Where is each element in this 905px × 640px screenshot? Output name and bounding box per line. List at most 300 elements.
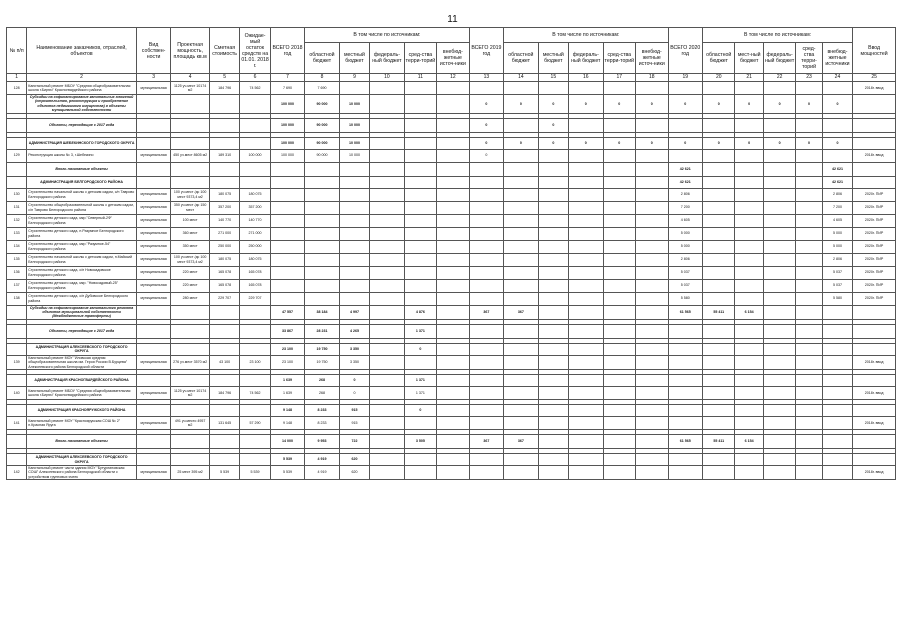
table-cell: 33 867	[270, 324, 304, 338]
table-cell	[240, 95, 270, 114]
table-cell	[504, 253, 538, 266]
table-cell	[735, 405, 763, 417]
table-cell: 0	[469, 149, 503, 162]
row-name-cell: Строительство детского сада, мкр."Северный-2Ф" Белгородского района	[27, 214, 137, 227]
table-cell	[504, 355, 538, 369]
table-cell: 0	[469, 95, 503, 114]
col-header-2020-territory: сред-ства терри-торий	[796, 43, 822, 74]
table-cell	[339, 227, 369, 240]
section-row	[7, 324, 896, 338]
table-cell	[305, 240, 339, 253]
table-cell	[822, 149, 852, 162]
table-cell: 142	[7, 466, 27, 480]
table-cell	[703, 324, 735, 338]
table-cell	[636, 214, 669, 227]
table-cell: 90 000	[305, 95, 339, 114]
table-cell	[437, 240, 470, 253]
table-cell	[538, 82, 568, 95]
table-row	[7, 292, 896, 305]
col-group-2020-sources: В том числе по источникам:	[703, 28, 853, 43]
table-cell	[504, 240, 538, 253]
table-cell: 131	[7, 201, 27, 214]
table-cell: муниципальная	[136, 201, 170, 214]
table-cell	[703, 343, 735, 355]
table-cell	[703, 227, 735, 240]
table-cell: 189 310	[209, 149, 239, 162]
column-number: 22	[763, 74, 795, 82]
table-cell	[370, 214, 404, 227]
table-cell	[469, 176, 503, 188]
table-cell	[796, 176, 822, 188]
table-cell: 0	[469, 118, 503, 132]
table-cell: 2020г. ПИР	[853, 240, 896, 253]
table-cell	[270, 240, 304, 253]
table-cell: 4 265	[339, 324, 369, 338]
table-cell	[822, 355, 852, 369]
table-cell	[636, 82, 669, 95]
col-header-capacity: Проектная мощность, площадь кв.м	[171, 28, 210, 74]
table-cell: 129	[7, 149, 27, 162]
table-cell	[668, 417, 702, 430]
table-cell	[504, 214, 538, 227]
table-cell	[668, 355, 702, 369]
table-cell	[569, 375, 603, 387]
table-cell: 2020г. ПИР	[853, 266, 896, 279]
table-cell	[339, 201, 369, 214]
table-cell	[735, 324, 763, 338]
table-cell	[538, 176, 568, 188]
table-cell	[504, 227, 538, 240]
table-cell	[404, 279, 436, 292]
table-cell	[469, 417, 503, 430]
table-cell	[437, 343, 470, 355]
table-cell	[240, 118, 270, 132]
table-cell: 220 мест	[171, 266, 210, 279]
table-cell	[504, 454, 538, 466]
table-cell	[469, 82, 503, 95]
table-cell	[853, 95, 896, 114]
table-cell: 42 621	[822, 176, 852, 188]
table-cell: 10 000	[339, 118, 369, 132]
table-cell: 280 мест	[171, 292, 210, 305]
section-row	[7, 176, 896, 188]
table-cell: муниципальная	[136, 466, 170, 480]
section-row	[7, 118, 896, 132]
column-number: 14	[504, 74, 538, 82]
table-cell: 10 000	[339, 137, 369, 149]
table-cell	[603, 324, 635, 338]
table-cell	[796, 454, 822, 466]
row-name-cell: Капитальный ремонт МОУ "Иловская средняя общеобразовательная школа им. Героя России В.Бурцева" Алексеевского района Белгородской области	[27, 355, 137, 369]
table-cell	[305, 201, 339, 214]
table-cell	[305, 162, 339, 176]
table-cell	[437, 266, 470, 279]
table-cell	[603, 292, 635, 305]
table-cell	[735, 279, 763, 292]
table-cell	[763, 405, 795, 417]
table-cell	[853, 435, 896, 449]
table-cell	[305, 214, 339, 227]
table-cell	[763, 292, 795, 305]
table-cell: 0	[569, 95, 603, 114]
table-cell	[735, 240, 763, 253]
table-cell	[636, 176, 669, 188]
table-cell	[636, 435, 669, 449]
table-cell	[636, 118, 669, 132]
column-number: 20	[703, 74, 735, 82]
table-cell: 0	[822, 137, 852, 149]
table-cell	[171, 305, 210, 319]
table-cell: 5 000	[822, 227, 852, 240]
table-cell	[370, 201, 404, 214]
table-cell	[538, 266, 568, 279]
table-cell	[339, 82, 369, 95]
table-cell	[136, 137, 170, 149]
table-cell	[7, 405, 27, 417]
table-cell: 1 371	[404, 387, 436, 400]
table-cell	[504, 82, 538, 95]
table-cell	[437, 405, 470, 417]
table-cell	[339, 266, 369, 279]
table-cell	[404, 240, 436, 253]
table-cell	[636, 149, 669, 162]
table-cell	[763, 266, 795, 279]
column-number: 15	[538, 74, 568, 82]
table-cell: 5 037	[822, 279, 852, 292]
table-cell: 0	[703, 137, 735, 149]
table-cell	[339, 292, 369, 305]
section-row	[7, 305, 896, 319]
table-cell	[763, 417, 795, 430]
table-cell: 38 184	[305, 305, 339, 319]
table-cell: 2020г. ПИР	[853, 292, 896, 305]
table-cell	[735, 149, 763, 162]
table-cell	[240, 375, 270, 387]
table-cell	[603, 305, 635, 319]
col-header-2020-extrabudget: внебюд-жетные источники	[822, 43, 852, 74]
row-name-cell: АДМИНИСТРАЦИЯ БЕЛГОРОДСКОГО РАЙОНА	[27, 176, 137, 188]
table-cell	[270, 162, 304, 176]
table-cell	[636, 355, 669, 369]
table-cell	[796, 201, 822, 214]
table-cell	[822, 466, 852, 480]
table-cell	[603, 214, 635, 227]
table-cell	[305, 227, 339, 240]
table-cell: муниципальная	[136, 240, 170, 253]
table-cell: 90 000	[305, 149, 339, 162]
table-cell	[209, 176, 239, 188]
table-cell: 0	[763, 137, 795, 149]
table-cell: 0	[404, 405, 436, 417]
table-cell	[796, 279, 822, 292]
table-cell	[853, 343, 896, 355]
table-cell	[668, 387, 702, 400]
table-cell: 135	[7, 253, 27, 266]
table-cell: 100 000	[270, 137, 304, 149]
table-cell	[763, 375, 795, 387]
table-cell: 5 000	[822, 240, 852, 253]
table-cell	[370, 176, 404, 188]
table-cell	[437, 355, 470, 369]
table-cell: 220 мест	[171, 279, 210, 292]
row-name-cell: АДМИНИСТРАЦИЯ АЛЕКСЕЕВСКОГО ГОРОДСКОГО ОКРУГА	[27, 343, 137, 355]
table-cell: 620	[339, 466, 369, 480]
table-cell	[735, 253, 763, 266]
table-cell	[636, 387, 669, 400]
table-cell	[603, 405, 635, 417]
table-cell: 0	[668, 137, 702, 149]
table-cell	[404, 188, 436, 201]
table-cell: 140	[7, 387, 27, 400]
table-cell: 0	[796, 137, 822, 149]
table-cell	[822, 305, 852, 319]
table-cell: 131 645	[209, 417, 239, 430]
table-cell	[796, 227, 822, 240]
table-cell	[603, 82, 635, 95]
table-cell	[437, 435, 470, 449]
table-cell	[437, 227, 470, 240]
table-cell	[796, 305, 822, 319]
table-cell	[569, 435, 603, 449]
table-cell: 0	[339, 375, 369, 387]
row-name-cell: Капитальный ремонт МБОУ "Средняя общеобразовательная школа г.Бирюч" Красногвардейского района	[27, 82, 137, 95]
table-cell	[603, 240, 635, 253]
table-cell	[763, 214, 795, 227]
table-cell: 61 565	[668, 435, 702, 449]
table-cell	[538, 253, 568, 266]
table-cell	[305, 188, 339, 201]
table-cell	[796, 162, 822, 176]
table-cell	[437, 375, 470, 387]
table-cell	[853, 375, 896, 387]
table-cell	[370, 188, 404, 201]
table-cell	[136, 176, 170, 188]
table-cell	[853, 454, 896, 466]
table-cell	[822, 118, 852, 132]
table-cell	[796, 240, 822, 253]
table-cell	[735, 188, 763, 201]
table-cell	[538, 292, 568, 305]
table-cell	[603, 188, 635, 201]
table-cell	[822, 435, 852, 449]
row-name-cell: АДМИНИСТРАЦИЯ АЛЕКСЕЕВСКОГО ГОРОДСКОГО ОКРУГА	[27, 454, 137, 466]
table-cell	[603, 435, 635, 449]
table-cell: 138	[7, 292, 27, 305]
table-cell	[7, 118, 27, 132]
table-cell: 165 078	[209, 266, 239, 279]
table-cell: 1 639	[270, 387, 304, 400]
table-cell	[703, 266, 735, 279]
row-name-cell: Вновь начинаемые объекты	[27, 162, 137, 176]
table-cell: 229 707	[209, 292, 239, 305]
table-cell	[370, 266, 404, 279]
column-number: 1	[7, 74, 27, 82]
table-cell	[504, 149, 538, 162]
table-cell	[603, 118, 635, 132]
table-cell	[240, 162, 270, 176]
table-cell: 100 000	[270, 118, 304, 132]
table-cell: 0	[538, 118, 568, 132]
table-cell: 268	[305, 375, 339, 387]
table-cell	[636, 162, 669, 176]
table-cell	[538, 305, 568, 319]
table-cell	[796, 405, 822, 417]
table-cell	[763, 355, 795, 369]
table-cell	[538, 417, 568, 430]
table-cell: 357 200	[209, 201, 239, 214]
column-number: 6	[240, 74, 270, 82]
table-cell	[305, 176, 339, 188]
table-cell	[171, 137, 210, 149]
row-name-cell: АДМИНИСТРАЦИЯ КРАСНОГВАРДЕЙСКОГО РАЙОНА	[27, 375, 137, 387]
column-number: 11	[404, 74, 436, 82]
table-cell	[636, 201, 669, 214]
table-cell	[469, 201, 503, 214]
table-cell: 0	[703, 95, 735, 114]
table-cell	[636, 240, 669, 253]
table-cell	[735, 375, 763, 387]
table-cell: 2020г. ПИР	[853, 214, 896, 227]
table-cell	[569, 466, 603, 480]
table-cell	[796, 324, 822, 338]
table-cell	[603, 266, 635, 279]
table-cell: 4 997	[339, 305, 369, 319]
table-cell: 1125 уч.мест 10174 м2	[171, 387, 210, 400]
table-cell: муниципальная	[136, 292, 170, 305]
table-cell	[469, 292, 503, 305]
table-cell: 128	[7, 82, 27, 95]
table-cell	[136, 435, 170, 449]
table-cell: муниципальная	[136, 82, 170, 95]
table-cell	[437, 292, 470, 305]
table-cell: 5 037	[668, 266, 702, 279]
row-name-cell: Субсидии на софинансирование капитальных вложений (строительство, реконструкция и приобретение объектов недвижимого имущества) в объекты муниципальной собственности	[27, 95, 137, 114]
table-cell	[469, 240, 503, 253]
table-row	[7, 466, 896, 480]
table-row	[7, 387, 896, 400]
row-name-cell: Субсидии на софинансирование капитального ремонта объектов муниципальной собственности (Межбюджетные трансферты)	[27, 305, 137, 319]
table-cell	[240, 137, 270, 149]
table-cell	[209, 324, 239, 338]
section-row	[7, 162, 896, 176]
table-cell	[538, 227, 568, 240]
table-cell	[735, 355, 763, 369]
table-cell	[796, 118, 822, 132]
table-cell	[437, 137, 470, 149]
table-cell: 5 000	[668, 240, 702, 253]
table-cell: 4 605	[822, 214, 852, 227]
table-cell	[636, 343, 669, 355]
table-cell: 722	[339, 435, 369, 449]
table-cell: муниципальная	[136, 214, 170, 227]
table-cell	[569, 292, 603, 305]
table-cell	[735, 162, 763, 176]
table-cell	[171, 176, 210, 188]
table-cell: 23 100	[270, 355, 304, 369]
table-cell: муниципальная	[136, 279, 170, 292]
table-cell: 2018г. ввод	[853, 466, 896, 480]
table-cell: 7 200	[822, 201, 852, 214]
table-cell	[538, 405, 568, 417]
table-cell: 0	[735, 95, 763, 114]
table-cell	[735, 417, 763, 430]
table-cell: 9 148	[270, 417, 304, 430]
table-cell	[735, 201, 763, 214]
table-cell	[569, 355, 603, 369]
section-row	[7, 343, 896, 355]
table-cell	[437, 118, 470, 132]
table-cell: 8 233	[305, 405, 339, 417]
table-cell: 90 000	[305, 137, 339, 149]
table-cell: 90 000	[305, 118, 339, 132]
col-header-2018-local: местный бюджет	[339, 43, 369, 74]
column-number: 16	[569, 74, 603, 82]
table-cell	[136, 95, 170, 114]
table-cell	[270, 292, 304, 305]
table-cell	[703, 454, 735, 466]
table-cell: 229 707	[240, 292, 270, 305]
col-header-2019-territory: сред-ства терри-торий	[603, 43, 635, 74]
table-cell: муниципальная	[136, 417, 170, 430]
table-cell: 9 953	[305, 435, 339, 449]
col-header-total-2018: ВСЕГО 2018 год	[270, 28, 304, 74]
table-cell	[240, 305, 270, 319]
table-cell	[136, 162, 170, 176]
column-number: 10	[370, 74, 404, 82]
row-name-cell: АДМИНИСТРАЦИЯ ШЕБЕКИНСКОГО ГОРОДСКОГО ОКРУГА	[27, 137, 137, 149]
table-cell	[240, 435, 270, 449]
table-cell	[504, 343, 538, 355]
table-cell: муниципальная	[136, 355, 170, 369]
table-cell	[538, 387, 568, 400]
table-cell	[569, 82, 603, 95]
table-cell	[469, 188, 503, 201]
table-cell	[504, 324, 538, 338]
table-cell: 4 919	[305, 466, 339, 480]
table-cell: 180 075	[240, 188, 270, 201]
table-cell	[404, 149, 436, 162]
table-row	[7, 227, 896, 240]
table-cell: 2020г. ПИР	[853, 201, 896, 214]
table-cell: 23 100	[270, 343, 304, 355]
col-group-2019-sources: В том числе по источникам:	[504, 28, 668, 43]
table-cell	[603, 149, 635, 162]
table-cell: 0	[538, 137, 568, 149]
table-cell	[796, 355, 822, 369]
table-cell: 7 690	[270, 82, 304, 95]
table-cell: 5 539	[270, 466, 304, 480]
table-cell: 0	[636, 95, 669, 114]
table-cell	[370, 279, 404, 292]
table-cell: 250 000	[209, 240, 239, 253]
table-cell	[796, 417, 822, 430]
table-cell	[504, 162, 538, 176]
table-row	[7, 417, 896, 430]
table-cell	[504, 176, 538, 188]
table-cell	[7, 454, 27, 466]
table-cell	[437, 454, 470, 466]
table-cell	[240, 343, 270, 355]
table-cell: 28 231	[305, 324, 339, 338]
table-cell	[703, 201, 735, 214]
table-cell	[538, 454, 568, 466]
table-cell: 0	[569, 137, 603, 149]
table-cell	[370, 466, 404, 480]
table-cell: 184 796	[209, 82, 239, 95]
col-header-2019-extrabudget: внебюд-жетные источ-ники	[636, 43, 669, 74]
table-cell	[703, 387, 735, 400]
table-cell	[270, 176, 304, 188]
